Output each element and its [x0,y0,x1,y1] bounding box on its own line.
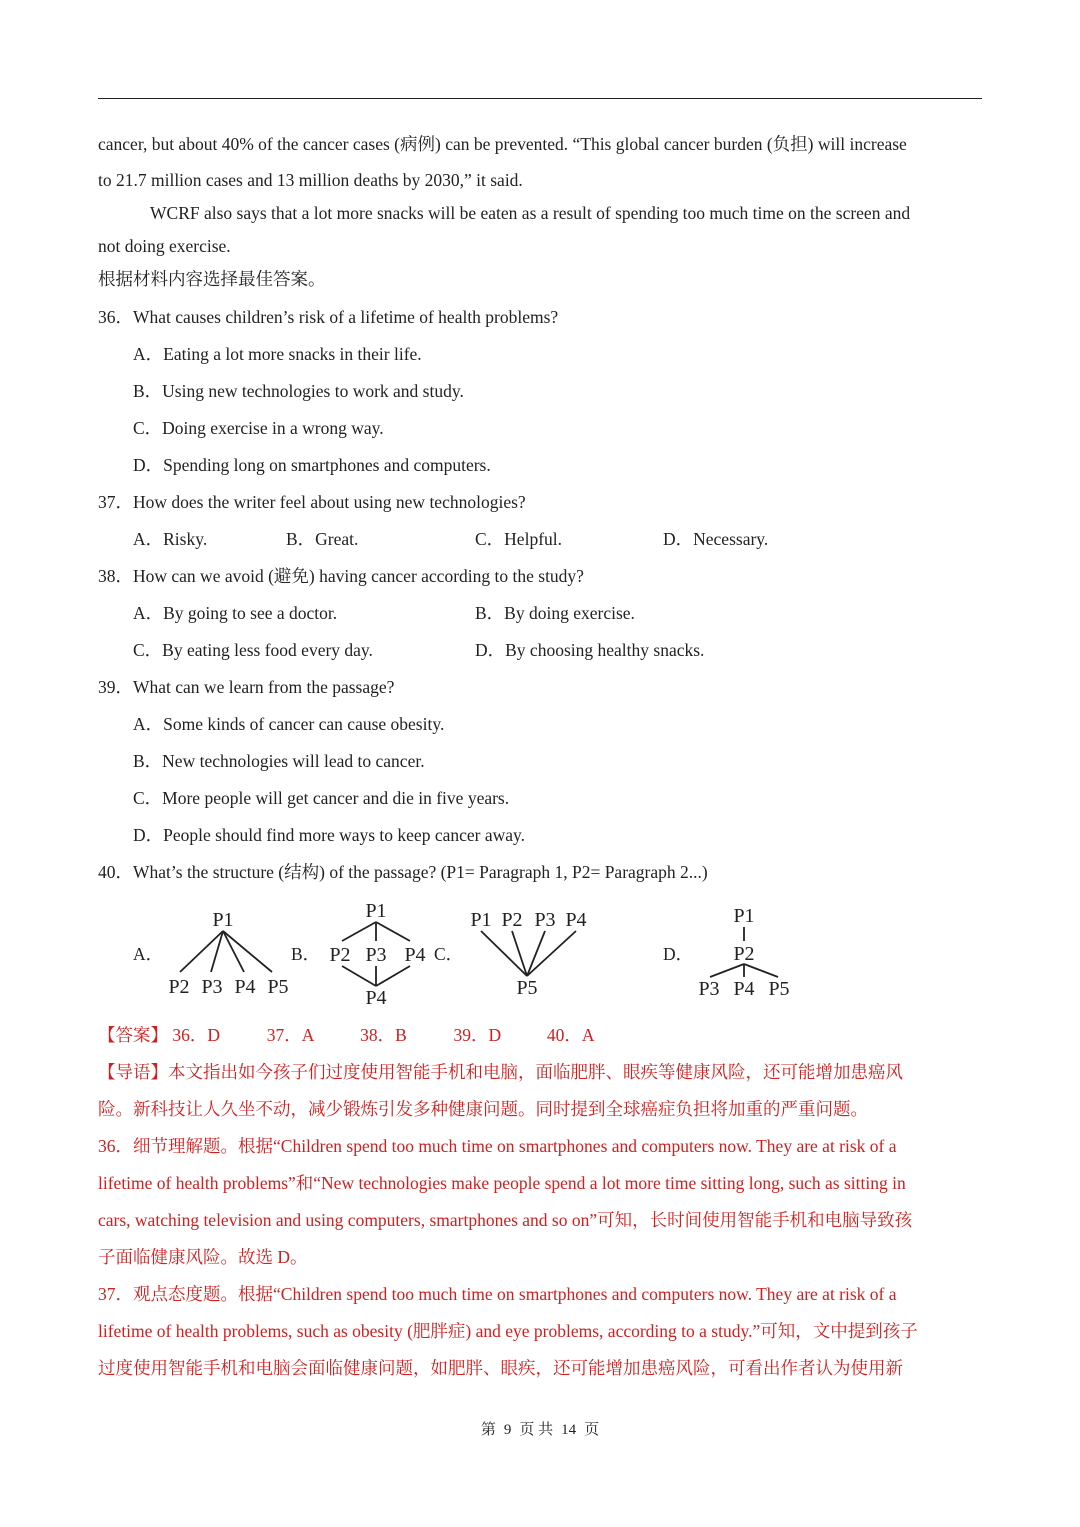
q36-option-c[interactable]: C．Doing exercise in a wrong way. [133,418,384,438]
footer-post: 页 [584,1422,600,1438]
structure-diagram-b [320,894,438,1010]
diagram-b-p5: P4 [365,987,387,1009]
q39-option-b[interactable]: B．New technologies will lead to cancer. [133,751,425,771]
footer-page-number: 9 [503,1422,512,1438]
passage-line-2: to 21.7 million cases and 13 million deaths by 2030,” it said. [98,170,523,190]
q39-stem: 39．What can we learn from the passage? [98,677,395,697]
diagram-a-p1: P1 [212,909,234,931]
answer-label: 【答案】 [98,1025,168,1045]
diagram-a-p5: P5 [267,976,289,998]
footer-pre: 第 [480,1422,496,1438]
explanation-36-line-4: 子面临健康风险。故选 D。 [98,1247,308,1267]
q38-stem: 38．How can we avoid (避免) having cancer according to the study? [98,566,584,586]
q38-option-a[interactable]: A．By going to see a doctor. [133,603,338,623]
q37-stem: 37．How does the writer feel about using new technologies? [98,492,526,512]
explanation-37-line-2: lifetime of health problems, such as obesity (肥胖症) and eye problems, according to a study.”可知，文中提到孩子 [98,1321,918,1341]
q36-option-a[interactable]: A．Eating a lot more snacks in their life. [133,344,422,364]
explanation-36-line-2: lifetime of health problems”和“New technologies make people spend a lot more time sitting long, such as sitting in [98,1173,906,1193]
diagram-b-p2: P2 [329,944,351,966]
diagram-d-p4: P4 [733,978,755,1000]
diagram-a-p4: P4 [234,976,256,998]
q36-stem: 36．What causes children’s risk of a lifetime of health problems? [98,307,559,327]
footer-total-pages: 14 [561,1422,577,1438]
passage-line-1: cancer, but about 40% of the cancer cases (病例) can be prevented. “This global cancer burden (负担) will increase [98,134,907,154]
diagram-a-p3: P3 [201,976,223,998]
header-rule [98,98,982,99]
q37-option-a[interactable]: A．Risky. [133,529,208,549]
intro-line-1 [98,1061,903,1083]
q40-option-a[interactable]: A． [133,944,164,964]
q39-option-c[interactable]: C．More people will get cancer and die in five years. [133,788,510,808]
passage-line-4: not doing exercise. [98,236,231,256]
answer-40: 40．A [546,1025,595,1045]
page-footer [0,1418,1080,1439]
q40-option-b[interactable]: B． [291,944,321,964]
instruction: 根据材料内容选择最佳答案。 [98,269,326,289]
diagram-c-p4: P4 [565,909,587,931]
q40-option-d[interactable]: D． [663,944,694,964]
diagram-c-p2: P2 [501,909,523,931]
structure-diagram-a [160,900,300,1005]
q37-option-d[interactable]: D．Necessary. [663,529,769,549]
q37-option-c[interactable]: C．Helpful. [475,529,563,549]
q39-option-a[interactable]: A．Some kinds of cancer can cause obesity. [133,714,445,734]
q38-option-c[interactable]: C．By eating less food every day. [133,640,373,660]
diagram-d-p1: P1 [733,905,755,927]
diagram-c-p1: P1 [470,909,492,931]
explanation-37-line-1: 37．观点态度题。根据“Children spend too much time on smartphones and computers now. They are at risk of a [98,1284,897,1304]
diagram-c-p5: P5 [516,977,538,999]
explanation-36-line-3: cars, watching television and using computers, smartphones and so on”可知，长时间使用智能手机和电脑导致孩 [98,1210,913,1230]
footer-mid: 页 共 [519,1422,554,1438]
explanation-37-line-3: 过度使用智能手机和电脑会面临健康问题，如肥胖、眼疾，还可能增加患癌风险，可看出作者认为使用新 [98,1358,903,1378]
q38-option-b[interactable]: B．By doing exercise. [475,603,635,623]
diagram-a-p2: P2 [168,976,190,998]
explanation-36-line-1: 36．细节理解题。根据“Children spend too much time on smartphones and computers now. They are at risk of a [98,1136,897,1156]
q36-option-b[interactable]: B．Using new technologies to work and study. [133,381,464,401]
answer-36: 36．D [172,1025,221,1045]
q37-option-b[interactable]: B．Great. [286,529,359,549]
q38-option-d[interactable]: D．By choosing healthy snacks. [475,640,705,660]
passage-line-3: WCRF also says that a lot more snacks will be eaten as a result of spending too much time on the screen and [150,203,911,223]
intro-label: 【导语】 [98,1062,168,1082]
diagram-b-p4: P4 [404,944,426,966]
diagram-d-p2: P2 [733,943,755,965]
intro-line-2: 险。新科技让人久坐不动，减少锻炼引发多种健康问题。同时提到全球癌症负担将加重的严重问题。 [98,1099,868,1119]
diagram-b-p1: P1 [365,900,387,922]
q39-option-d[interactable]: D．People should find more ways to keep cancer away. [133,825,526,845]
structure-diagram-c [464,900,594,1005]
answer-line [98,1024,595,1046]
q40-option-c[interactable]: C． [434,944,464,964]
answer-38: 38．B [360,1025,407,1045]
diagram-c-p3: P3 [534,909,556,931]
answer-37: 37．A [266,1025,315,1045]
q40-stem: 40．What’s the structure (结构) of the passage? (P1= Paragraph 1, P2= Paragraph 2...) [98,862,708,882]
diagram-d-p5: P5 [768,978,790,1000]
structure-diagram-d [692,898,802,1004]
diagram-b-p3: P3 [365,944,387,966]
q36-option-d[interactable]: D．Spending long on smartphones and computers. [133,455,491,475]
diagram-d-p3: P3 [698,978,720,1000]
answer-39: 39．D [453,1025,502,1045]
intro-text-1: 本文指出如今孩子们过度使用智能手机和电脑，面临肥胖、眼疾等健康风险，还可能增加患癌风 [168,1062,903,1082]
